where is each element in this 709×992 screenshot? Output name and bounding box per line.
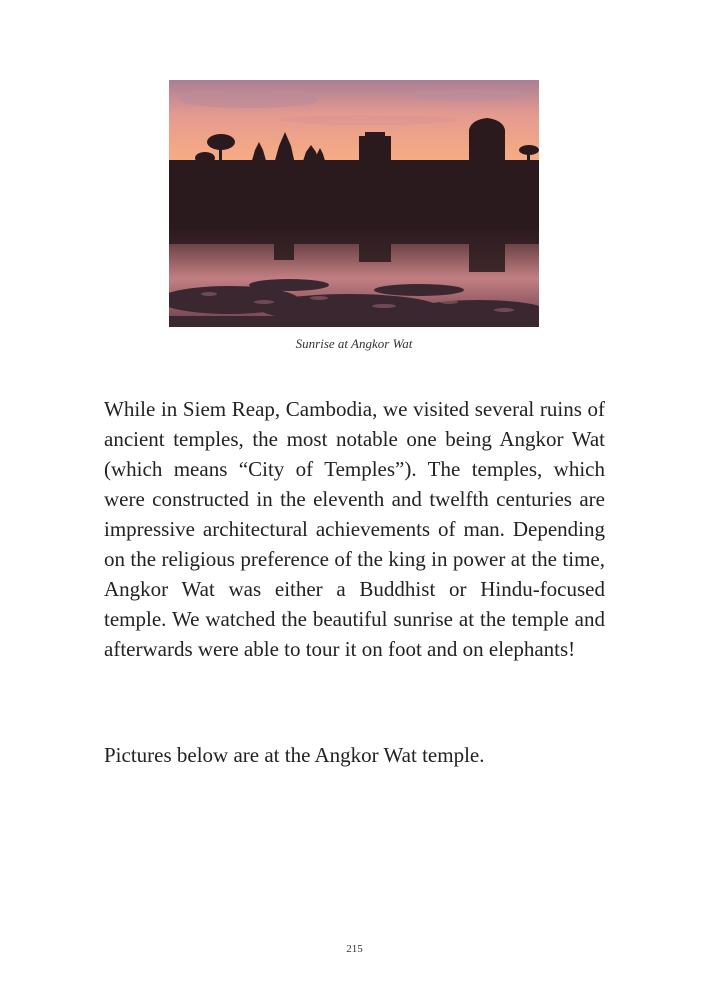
body-paragraph: While in Siem Reap, Cambodia, we visited several ruins of ancient temples, the most notable one being Angkor Wat (which means “City of Temples”). The temples, which were constructed in the eleventh and twelfth centuries are impressive architectural achievements of man. Depending on the religious preference of the king in power at the time, Angkor Wat was either a Buddhist or Hindu-focused temple. We watched the beautiful sunrise at the temple and afterwards were able to tour it on foot and on elephants! [104, 397, 605, 661]
body-paragraph-2: Pictures below are at the Angkor Wat temple. [104, 743, 485, 767]
photo-caption: Sunrise at Angkor Wat [295, 336, 413, 351]
angkor-wat-sunrise-photo [169, 80, 539, 327]
page-number: 215 [346, 943, 363, 955]
